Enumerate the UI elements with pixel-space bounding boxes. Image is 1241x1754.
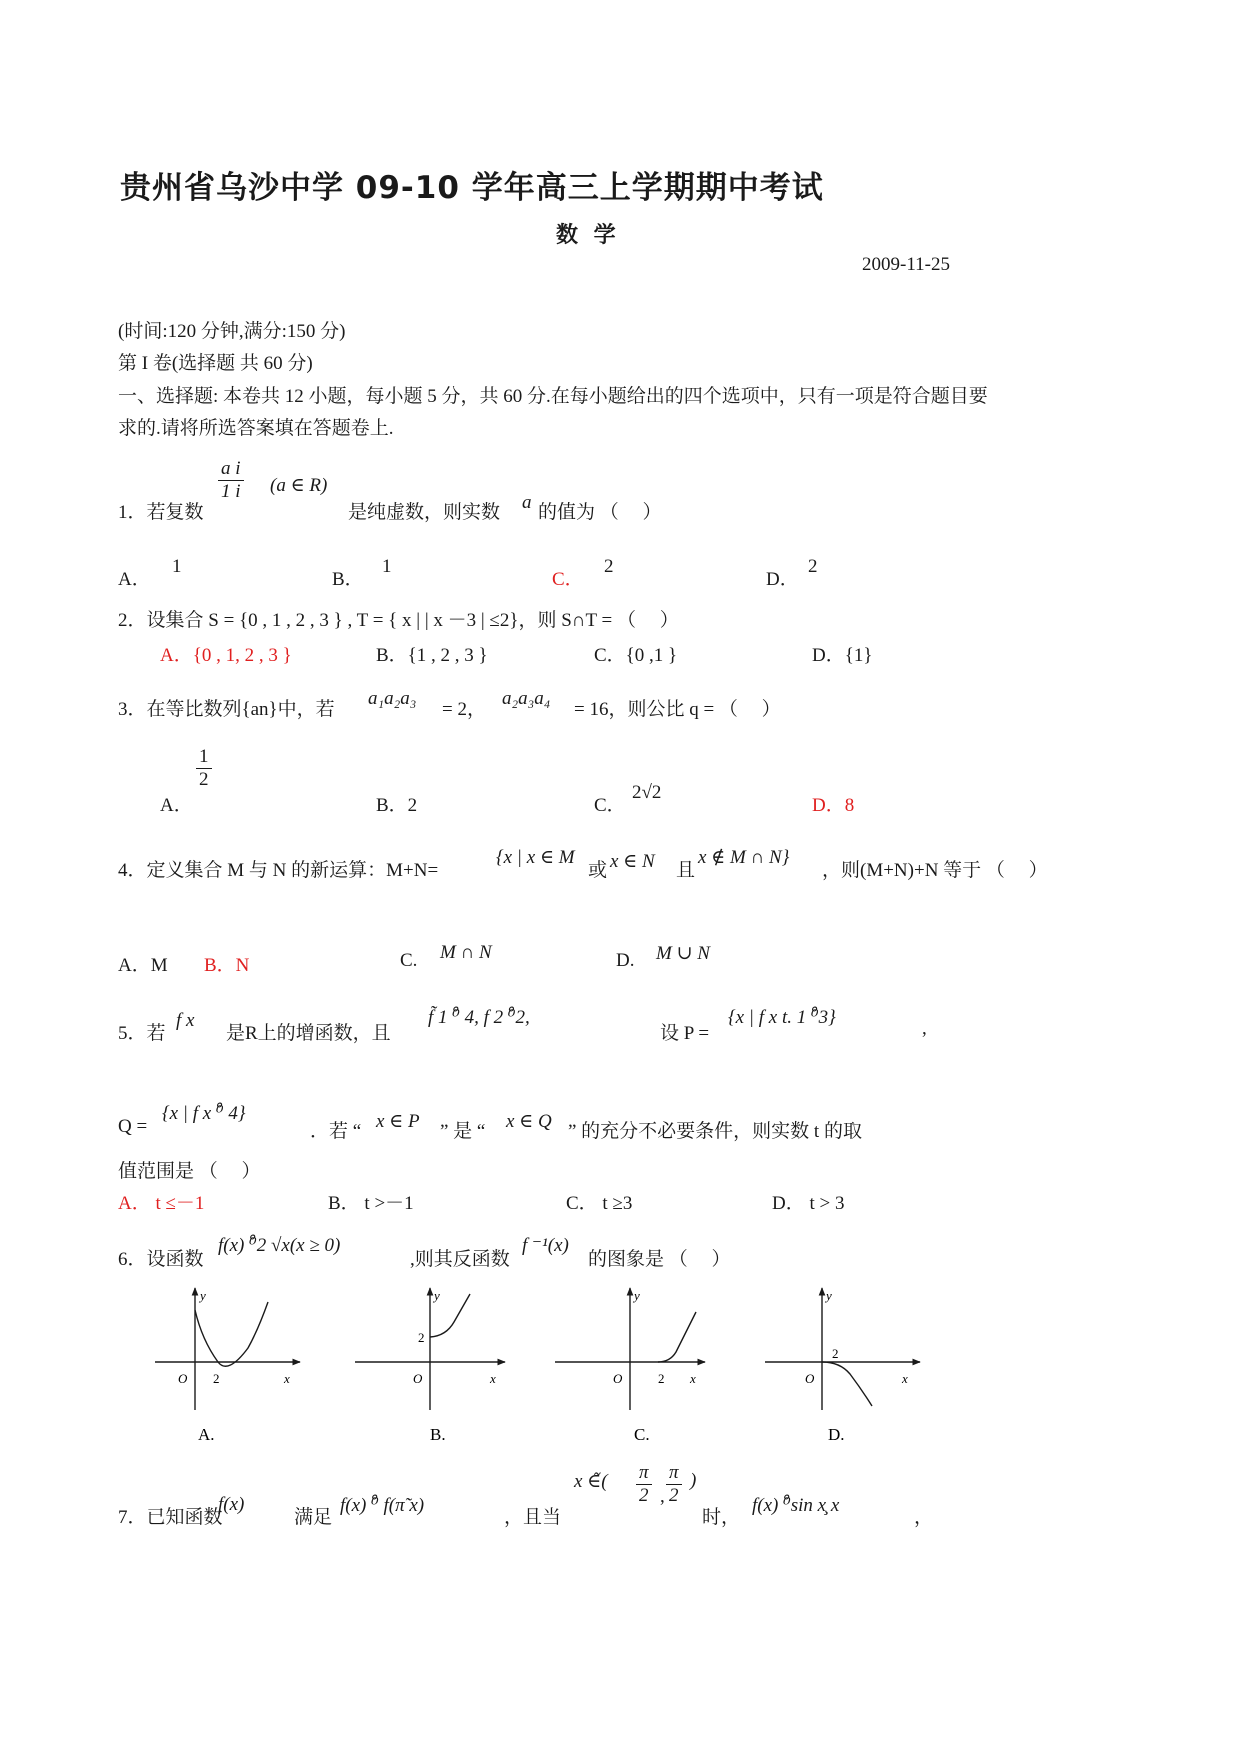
q5-option-b: B． t >－1 xyxy=(328,1193,414,1214)
q2-option-c: C．{0 ,1 } xyxy=(594,645,678,666)
graph-a-y-label: y xyxy=(200,1288,206,1303)
exam-title: 贵州省乌沙中学 09-10 学年高三上学期期中考试 xyxy=(120,170,824,206)
question-7-condition-x: x ∈̃( xyxy=(574,1471,608,1492)
q1-option-c-label: C． xyxy=(552,569,584,590)
question-5-comma: , xyxy=(922,1018,927,1039)
question-5-q-prefix: Q = xyxy=(118,1116,148,1137)
exam-date: 2009-11-25 xyxy=(862,254,950,275)
question-7-when: 时， xyxy=(702,1507,741,1528)
q1-option-a-label: A． xyxy=(118,569,151,590)
graph-c-x-label: x xyxy=(690,1371,696,1386)
fraction-denominator: 2 xyxy=(199,769,209,790)
q2-option-b: B．{1 , 2 , 3 } xyxy=(376,645,488,666)
q1-option-d-label: D． xyxy=(766,569,799,590)
q5-option-a: A． t ≤－1 xyxy=(118,1193,205,1214)
q1-option-b-value: 1 xyxy=(382,556,392,577)
q5-option-c: C． t ≥3 xyxy=(566,1193,633,1214)
q3-option-c-label: C． xyxy=(594,795,626,816)
question-1-fraction xyxy=(218,458,244,503)
question-5-fx: f x xyxy=(176,1010,195,1031)
question-4-or: 或 xyxy=(588,860,608,881)
graph-d-label: D. xyxy=(828,1425,845,1444)
fraction-numerator: π xyxy=(666,1462,682,1485)
fraction-numerator: 1 xyxy=(196,746,212,769)
graph-d-x-label: x xyxy=(902,1371,908,1386)
q1-option-b-label: B． xyxy=(332,569,364,590)
q2-option-a: A．{0 , 1, 2 , 3 } xyxy=(160,645,292,666)
subject-heading: 数 学 xyxy=(556,223,620,248)
q2-option-d: D．{1} xyxy=(812,645,873,666)
graph-a-origin: O xyxy=(178,1371,188,1386)
graph-c-y-label: y xyxy=(634,1288,640,1303)
question-5-prefix: 5．若 xyxy=(118,1023,166,1044)
question-5-set-p: {x | f x t. 1 ⁰̊3} xyxy=(728,1007,836,1028)
fraction-numerator: π xyxy=(636,1462,652,1485)
question-4-set-3: x ∉ M ∩ N} xyxy=(698,847,790,868)
graph-d-origin: O xyxy=(805,1371,815,1386)
question-5-set-q: {x | f x ⁰̊ 4} xyxy=(162,1103,246,1124)
question-4-suffix: ，则(M+N)+N 等于 （ ） xyxy=(822,860,1048,881)
question-4-set-2: x ∈ N xyxy=(610,851,655,872)
question-4-set-1: {x | x ∈ M xyxy=(496,847,575,868)
question-1-prefix: 1．若复数 xyxy=(118,502,204,523)
fraction-denominator: 2 xyxy=(669,1485,679,1506)
q4-option-d-label: D. xyxy=(616,950,635,971)
question-7-mid: 满足 xyxy=(294,1507,333,1528)
question-5-q-mid-2: ” 是 “ xyxy=(440,1121,486,1142)
q4-option-d-value: M ∪ N xyxy=(656,943,710,964)
question-6-inverse: f ⁻¹(x) xyxy=(522,1235,569,1256)
question-7-function: f(x) xyxy=(218,1494,245,1515)
question-1-condition: (a ∈ R) xyxy=(270,475,328,496)
question-7-condition-end: ) xyxy=(690,1470,697,1491)
graph-a-label: A. xyxy=(198,1425,215,1444)
fraction-numerator: a i xyxy=(218,458,244,481)
question-6-function: f(x) ⁰̊2 √x(x ≥ 0) xyxy=(218,1235,341,1256)
graph-b-x-label: x xyxy=(490,1371,496,1386)
question-7-mid-2: ，且当 xyxy=(504,1507,562,1528)
question-7-comma: , xyxy=(660,1486,665,1507)
question-1-suffix: 是纯虚数，则实数 xyxy=(348,502,501,523)
instructions-line-1: 一、选择题: 本卷共 12 小题，每小题 5 分，共 60 分.在每小题给出的四个选项中，只有一项是符合题目要 xyxy=(118,386,988,407)
question-7-prefix: 7．已知函数 xyxy=(118,1507,223,1528)
question-5-x-in-p: x ∈ P xyxy=(376,1111,420,1132)
graph-c-label: C. xyxy=(634,1425,650,1444)
question-7-equation: f(x) ⁰̊ f(π̃ x) xyxy=(340,1495,425,1516)
question-3-product-2: a₂a₃a₄ xyxy=(502,688,551,709)
question-4-prefix: 4．定义集合 M 与 N 的新运算：M+N= xyxy=(118,860,439,881)
graph-c-mark: 2 xyxy=(658,1371,665,1386)
q1-option-c-value: 2 xyxy=(604,556,614,577)
graph-d xyxy=(765,1288,920,1444)
question-5-mid-1: 是R上的增函数，且 xyxy=(226,1023,391,1044)
q1-option-d-value: 2 xyxy=(808,556,818,577)
question-3-suffix: = 16，则公比 q = （ ） xyxy=(574,699,781,720)
fraction-denominator: 2 xyxy=(639,1485,649,1506)
question-2-text: 2．设集合 S = {0 , 1 , 2 , 3 } , T = { x | | x －3 | ≤2}，则 S∩T = （ ） xyxy=(118,610,679,631)
exam-time-info: (时间:120 分钟,满分:150 分) xyxy=(118,321,346,342)
q3-option-b: B．2 xyxy=(376,795,418,816)
graph-d-mark: 2 xyxy=(832,1346,839,1361)
question-7-fraction-2 xyxy=(666,1462,682,1507)
q4-option-c-label: C. xyxy=(400,950,418,971)
graph-b xyxy=(355,1288,505,1444)
graph-b-y-label: y xyxy=(434,1288,440,1303)
q4-option-c-value: M ∩ N xyxy=(440,942,492,963)
q3-option-a-fraction xyxy=(196,746,212,791)
q5-option-d: D． t > 3 xyxy=(772,1193,845,1214)
question-7-result: f(x) ⁰̊sin x̧ x xyxy=(752,1495,840,1516)
question-4-and: 且 xyxy=(676,860,696,881)
q3-option-d: D．8 xyxy=(812,795,855,816)
question-3-prefix: 3．在等比数列{an}中，若 xyxy=(118,699,335,720)
question-1-suffix-2: 的值为 （ ） xyxy=(538,502,662,523)
part-one-heading: 第 I 卷(选择题 共 60 分) xyxy=(118,353,313,374)
q4-option-b: B．N xyxy=(204,955,250,976)
question-3-mid: = 2， xyxy=(442,699,486,720)
question-7-fraction-1 xyxy=(636,1462,652,1507)
question-6-prefix: 6．设函数 xyxy=(118,1249,204,1270)
question-6-graph-options xyxy=(150,1280,940,1450)
question-5-range: 值范围是 （ ） xyxy=(118,1161,261,1182)
instructions-line-2: 求的.请将所选答案填在答题卷上. xyxy=(118,418,394,439)
q3-option-a-label: A． xyxy=(160,795,193,816)
q1-option-a-value: 1 xyxy=(172,556,182,577)
q3-option-c-value: 2√2 xyxy=(632,782,662,803)
graph-a-x-label: x xyxy=(284,1371,290,1386)
graph-a xyxy=(155,1288,300,1444)
graph-a-mark: 2 xyxy=(213,1371,220,1386)
question-5-mid-2: 设 P = xyxy=(660,1023,710,1044)
question-5-x-in-q: x ∈ Q xyxy=(506,1111,552,1132)
graph-b-origin: O xyxy=(413,1371,423,1386)
question-1-variable: a xyxy=(522,492,532,513)
question-5-q-mid: ．若 “ xyxy=(310,1121,362,1142)
graph-c-origin: O xyxy=(613,1371,623,1386)
question-7-end: ， xyxy=(914,1507,934,1528)
fraction-denominator: 1 i xyxy=(221,481,241,502)
question-5-condition: f̃ 1 ⁰̊ 4, f 2 ⁰̊2, xyxy=(428,1007,530,1028)
q4-option-a: A．M xyxy=(118,955,168,976)
graph-b-label: B. xyxy=(430,1425,446,1444)
graph-c xyxy=(555,1288,705,1444)
graph-b-mark: 2 xyxy=(418,1330,425,1345)
question-3-product-1: a₁a₂a₃ xyxy=(368,688,417,709)
graph-d-y-label: y xyxy=(826,1288,832,1303)
question-6-suffix: 的图象是 （ ） xyxy=(588,1249,731,1270)
question-6-mid: ,则其反函数 xyxy=(410,1249,510,1270)
question-5-q-suffix: ” 的充分不必要条件，则实数 t 的取 xyxy=(568,1121,862,1142)
